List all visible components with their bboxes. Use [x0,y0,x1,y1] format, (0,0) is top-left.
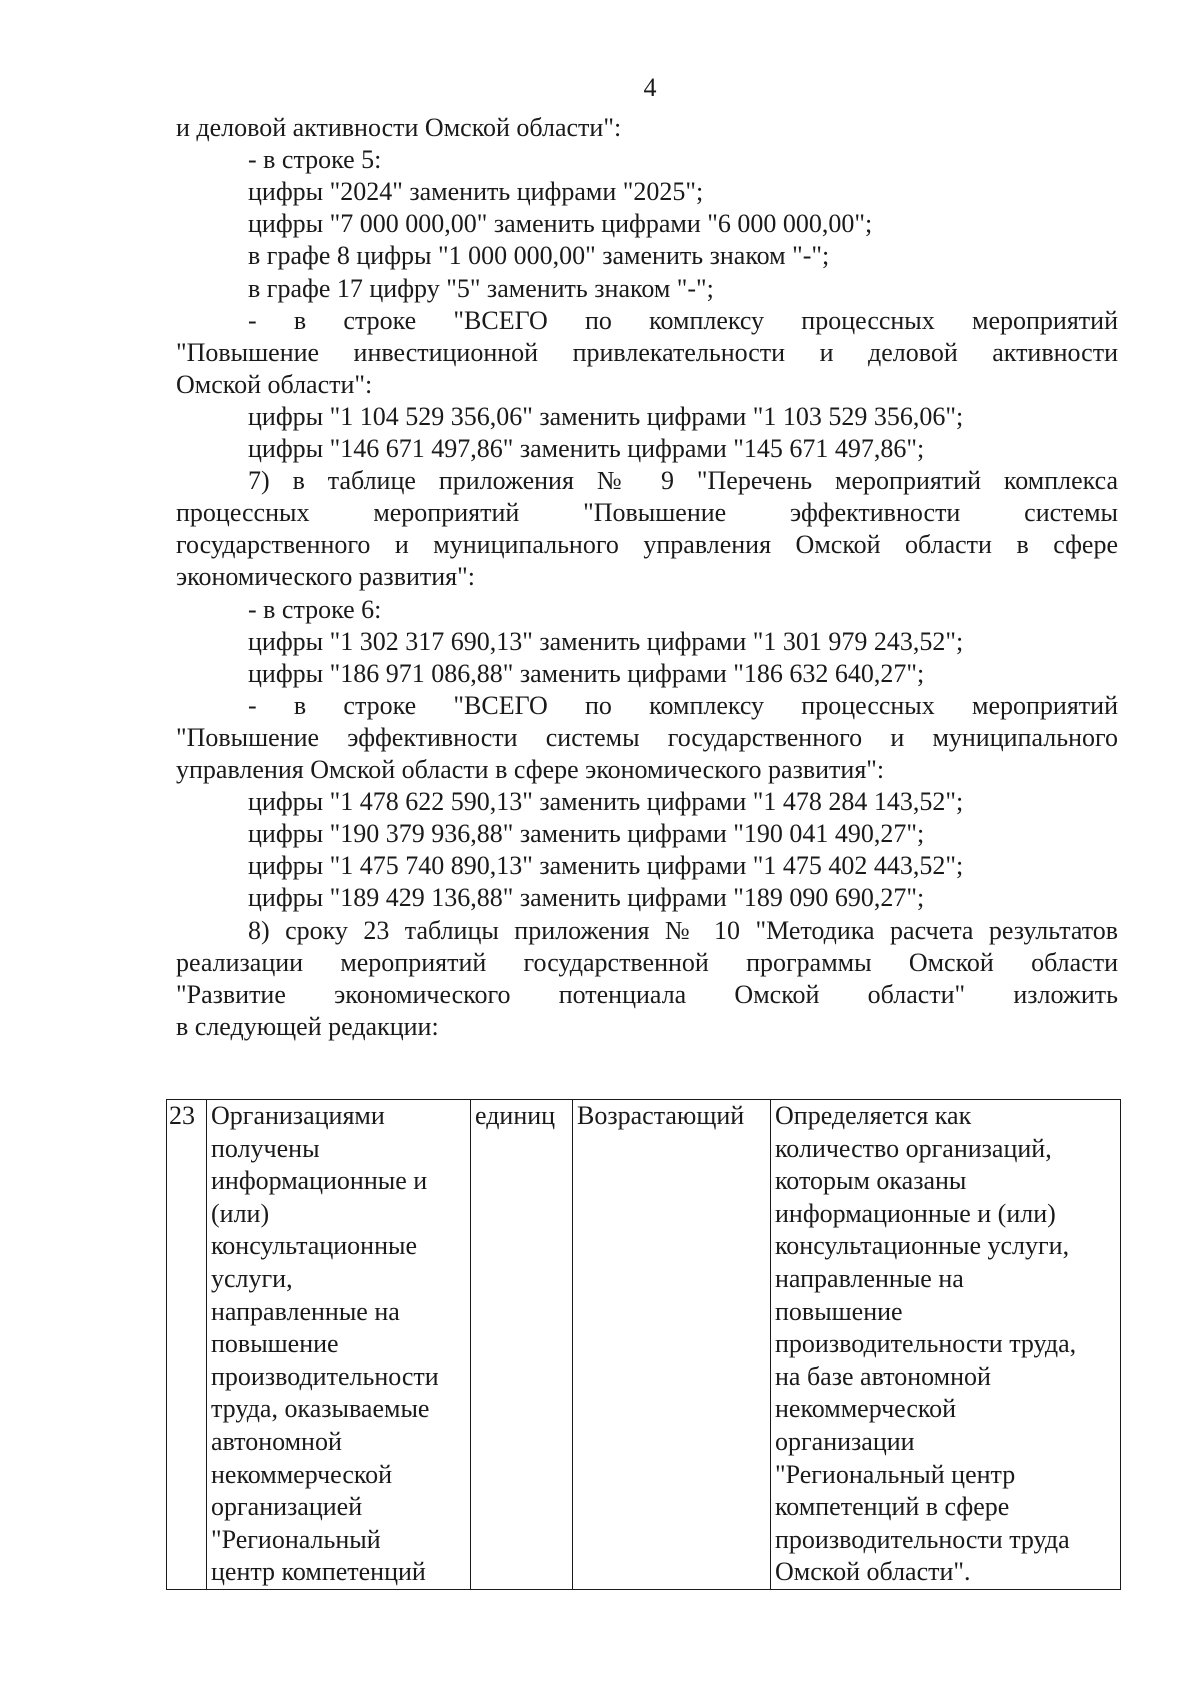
text-line: "Повышение инвестиционной привлекательности и деловой активности [176,337,1118,367]
methodology-table [166,1099,1121,1590]
text-line: цифры "1 302 317 690,13" заменить цифрами "1 301 979 243,52"; [248,626,964,656]
text-line: 8) сроку 23 таблицы приложения № 10 "Методика расчета результатов [248,915,1118,945]
page-number: 4 [643,73,657,102]
text-line: экономического развития": [176,562,475,592]
text-line: процессных мероприятий "Повышение эффективности системы [176,498,1118,528]
text-line: "Повышение эффективности системы государственного и муниципального [176,722,1118,752]
table-row [167,1100,1121,1590]
text-line: Омской области": [176,369,373,399]
text-line: цифры "1 478 622 590,13" заменить цифрами "1 478 284 143,52"; [248,787,964,817]
text-line: государственного и муниципального управления Омской области в сфере [176,530,1118,560]
row-number-cell: 23 [167,1100,207,1590]
text-line: - в строке "ВСЕГО по комплексу процессных мероприятий [248,690,1118,720]
text-line: - в строке 6: [248,594,382,624]
text-line: цифры "1 104 529 356,06" заменить цифрами "1 103 529 356,06"; [248,401,964,431]
text-line: реализации мероприятий государственной программы Омской области [176,947,1118,977]
text-line: в графе 17 цифру "5" заменить знаком "-"; [248,273,714,303]
text-line: - в строке 5: [248,145,382,175]
text-line: управления Омской области в сфере экономического развития": [176,755,885,784]
text-line: цифры "7 000 000,00" заменить цифрами "6 000 000,00"; [248,209,873,239]
text-line: цифры "186 971 086,88" заменить цифрами "186 632 640,27"; [248,658,925,688]
text-line: и деловой активности Омской области": [176,113,622,142]
text-line: цифры "190 379 936,88" заменить цифрами "190 041 490,27"; [248,819,925,849]
indicator-name-cell: Организациями получены информационные и (или) консультационные услуги, направленные на повышение производительности труда, оказываемые автономной некоммерческой организацией "Региональный центр компетенций [207,1100,471,1590]
text-line: 7) в таблице приложения № 9 "Перечень мероприятий комплекса [248,466,1118,496]
text-line: цифры "189 429 136,88" заменить цифрами "189 090 690,27"; [248,883,925,913]
text-line: в следующей редакции: [176,1011,439,1041]
text-line: цифры "146 671 497,86" заменить цифрами "145 671 497,86"; [248,434,925,463]
text-line: - в строке "ВСЕГО по комплексу процессных мероприятий [248,305,1118,335]
text-line: в графе 8 цифры "1 000 000,00" заменить знаком "-"; [248,241,830,271]
calculation-method-cell: Определяется как количество организаций, которым оказаны информационные и (или) консультационные услуги, направленные на повышение производительности труда, на базе автономной некоммерческой организации "Региональный центр компетенций в сфере производительности труда Омской области". [771,1100,1121,1590]
text-line: цифры "2024" заменить цифрами "2025"; [248,177,704,207]
unit-cell: единиц [471,1100,573,1590]
trend-cell: Возрастающий [573,1100,771,1590]
text-line: "Развитие экономического потенциала Омской области" изложить [176,979,1118,1009]
text-line: цифры "1 475 740 890,13" заменить цифрами "1 475 402 443,52"; [248,851,964,881]
